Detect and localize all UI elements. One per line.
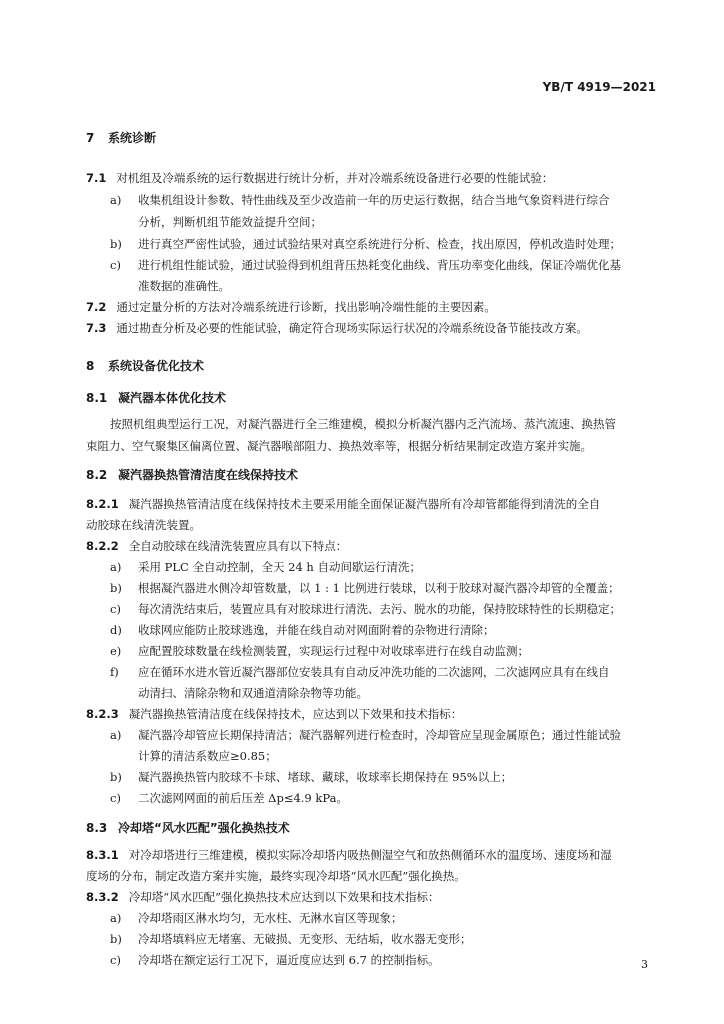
clause-7-1 [86,170,660,187]
clause-continuation: 动胶球在线清洗装置。 [86,518,201,532]
subsection-8-3-heading [86,820,290,837]
item-marker: a) [110,728,122,742]
subsection-number: 8.2 [86,468,108,482]
list-item-continuation: 动清扫、清除杂物和双通道清除杂物等功能。 [138,686,368,700]
clause-number: 8.2.1 [86,497,119,511]
item-marker: b) [110,581,122,595]
clause-number: 8.2.2 [86,539,119,553]
clause-text: 对冷却塔进行三维建模，模拟实际冷却塔内吸热侧湿空气和放热侧循环水的温度场、速度场和湿 [128,848,612,862]
list-item-8-3-2-a [110,910,660,927]
subsection-8-2-heading [86,467,298,484]
item-marker: c) [110,791,121,805]
list-item-8-2-3-c [110,790,660,807]
item-text: 采用 PLC 全自动控制，全天 24 h 自动间歇运行清洗； [138,560,421,574]
page-number: 3 [641,958,648,971]
list-item-continuation: 分析，判断机组节能效益提升空间； [138,215,322,229]
item-marker: b) [110,237,122,251]
clause-text: 对机组及冷端系统的运行数据进行统计分析，并对冷端系统设备进行必要的性能试验： [116,171,554,185]
list-item-8-2-2-d [110,622,660,639]
subsection-number: 8.3 [86,821,108,835]
paragraph-8-1-line-1: 按照机组典型运行工况，对凝汽器进行全三维建模，模拟分析凝汽器内乏汽流场、蒸汽流速、换热管 [110,417,616,431]
clause-number: 8.3.2 [86,890,119,904]
item-marker: e) [110,644,122,658]
clause-7-2 [86,299,660,316]
clause-7-3 [86,320,660,337]
clause-text: 通过勘查分析及必要的性能试验，确定符合现场实际运行状况的冷端系统设备节能技改方案。 [116,321,588,335]
item-text: 进行机组性能试验，通过试验得到机组背压热耗变化曲线、背压功率变化曲线，保证冷端优化基 [138,258,621,272]
item-text: 冷却塔填料应无堵塞、无破损、无变形、无结垢，收水器无变形； [138,932,472,946]
clause-text: 凝汽器换热管清洁度在线保持技术主要采用能全面保证凝汽器所有冷却管都能得到清洗的全自 [128,497,601,511]
clause-text: 凝汽器换热管清洁度在线保持技术，应达到以下效果和技术指标： [128,707,463,721]
section-title: 系统诊断 [108,131,157,145]
clause-continuation: 度场的分布，制定改造方案并实施，最终实现冷却塔“风水匹配”强化换热。 [86,869,466,883]
item-marker: b) [110,932,122,946]
item-text: 冷却塔在额定运行工况下，逼近度应达到 6.7 的控制指标。 [138,953,440,967]
subsection-number: 8.1 [86,391,108,405]
subsection-8-1-heading [86,390,226,407]
clause-8-2-1 [86,496,660,513]
list-item-7-1-b [110,236,660,253]
clause-number: 8.3.1 [86,848,119,862]
clause-text: 通过定量分析的方法对冷端系统进行诊断，找出影响冷端性能的主要因素。 [116,300,496,314]
clause-8-2-3 [86,706,660,723]
item-marker: b) [110,770,122,784]
item-marker: a) [110,560,122,574]
item-text: 二次滤网网面的前后压差 Δp≤4.9 kPa。 [138,791,348,805]
clause-8-2-2 [86,538,660,555]
list-item-8-3-2-c [110,952,660,969]
item-text: 凝汽器冷却管应长期保持清洁；凝汽器解列进行检查时，冷却管应呈现金属原色；通过性能试验 [138,728,621,742]
list-item-8-2-2-e [110,643,660,660]
subsection-title: 凝汽器换热管清洁度在线保持技术 [118,468,299,482]
list-item-8-2-2-b [110,580,660,597]
list-item-8-3-2-b [110,931,660,948]
item-text: 每次清洗结束后，装置应具有对胶球进行清洗、去污、脱水的功能，保持胶球特性的长期稳定； [138,602,621,616]
item-text: 收球网应能防止胶球逃逸，并能在线自动对网面附着的杂物进行清除； [138,623,495,637]
clause-number: 7.3 [86,321,107,335]
item-marker: d) [110,623,122,637]
list-item-8-2-2-a [110,559,660,576]
clause-text: 全自动胶球在线清洗装置应具有以下特点： [128,539,348,553]
section-title: 系统设备优化技术 [108,359,205,373]
item-marker: c) [110,602,121,616]
item-marker: f) [110,665,119,679]
item-marker: a) [110,193,122,207]
clause-number: 7.2 [86,300,107,314]
list-item-continuation: 计算的清洁系数应≥0.85； [138,749,277,763]
item-marker: c) [110,258,121,272]
item-text: 进行真空严密性试验，通过试验结果对真空系统进行分析、检查，找出原因，停机改造时处理； [138,237,621,251]
list-item-7-1-c [110,257,660,274]
item-text: 应在循环水进水管近凝汽器部位安装具有自动反冲洗功能的二次滤网，二次滤网应具有在线自 [138,665,610,679]
list-item-8-2-2-f [110,664,660,681]
clause-8-3-1 [86,847,660,864]
item-text: 冷却塔雨区淋水均匀，无水柱、无淋水盲区等现象； [138,911,403,925]
clause-8-3-2 [86,889,660,906]
subsection-title: 冷却塔“风水匹配”强化换热技术 [118,821,290,835]
paragraph-8-1-line-2: 束阻力、空气聚集区偏离位置、凝汽器喉部阻力、换热效率等，根据分析结果制定改造方案并实施。 [86,439,592,453]
section-8-heading [86,358,204,375]
section-number: 7 [86,131,95,145]
section-7-heading [86,130,156,147]
item-text: 根据凝汽器进水侧冷却管数量，以 1 : 1 比例进行装球，以利于胶球对凝汽器冷却管的全覆盖； [138,581,620,595]
list-item-8-2-2-c [110,601,660,618]
section-number: 8 [86,359,95,373]
item-text: 应配置胶球数量在线检测装置，实现运行过程中对收球率进行在线自动监测； [138,644,529,658]
item-marker: c) [110,953,121,967]
list-item-8-2-3-b [110,769,660,786]
item-marker: a) [110,911,122,925]
subsection-title: 凝汽器本体优化技术 [118,391,227,405]
item-text: 收集机组设计参数、特性曲线及至少改造前一年的历史运行数据，结合当地气象资料进行综合 [138,193,610,207]
list-item-7-1-a [110,192,660,209]
clause-number: 7.1 [86,171,107,185]
clause-number: 8.2.3 [86,707,119,721]
standard-code: YB/T 4919—2021 [542,80,656,94]
item-text: 凝汽器换热管内胶球不卡球、堵球、藏球，收球率长期保持在 95%以上； [138,770,513,784]
list-item-8-2-3-a [110,727,660,744]
list-item-continuation: 准数据的准确性。 [138,279,230,293]
clause-text: 冷却塔“风水匹配”强化换热技术应达到以下效果和技术指标： [128,890,440,904]
